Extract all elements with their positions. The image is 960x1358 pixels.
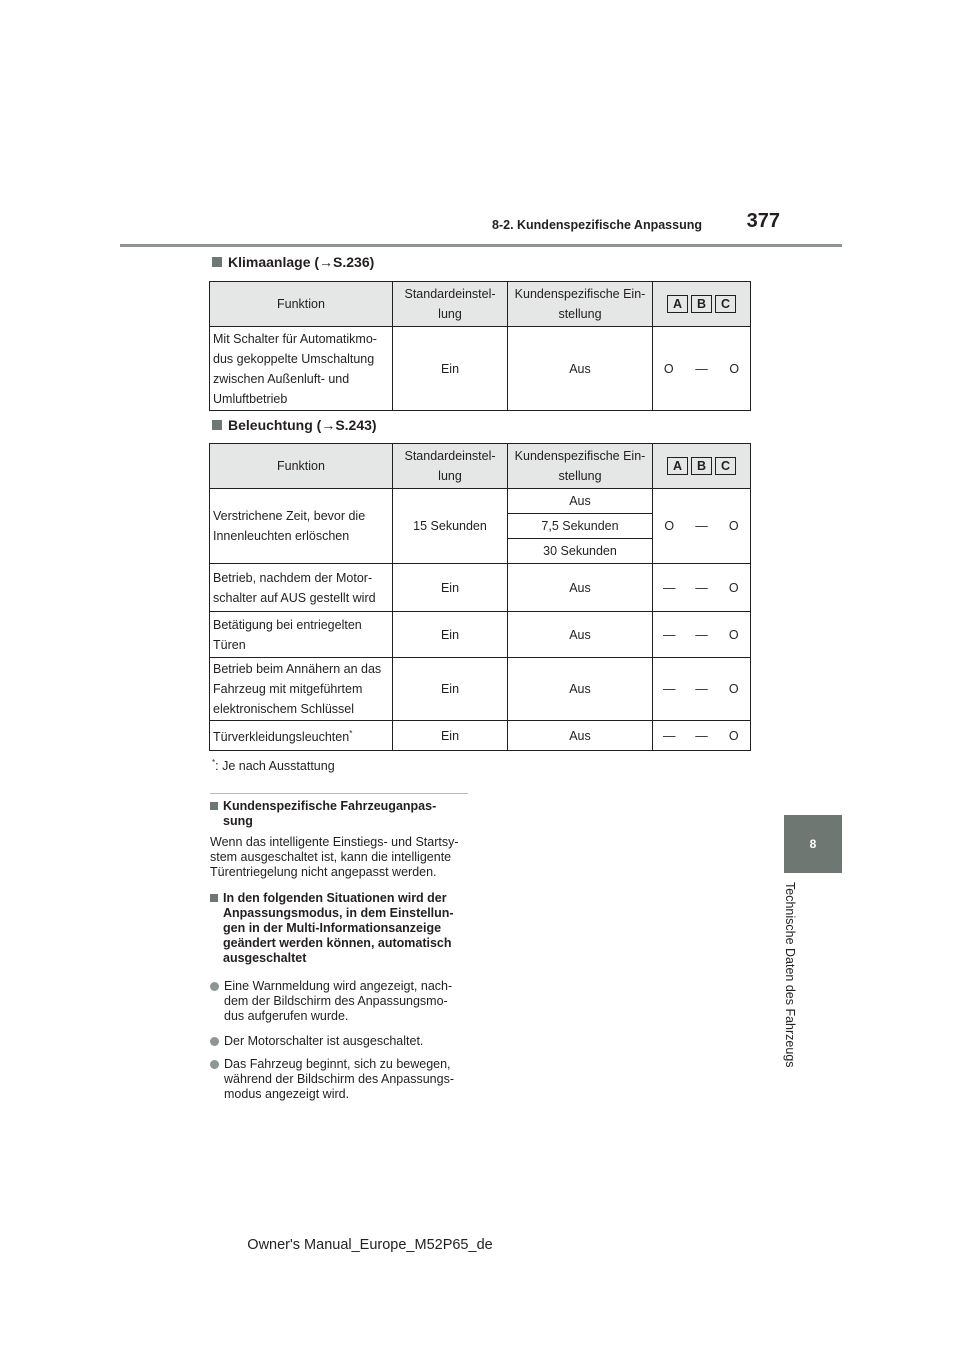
bullet-dot-icon [210, 1060, 219, 1069]
row-c: O [718, 564, 751, 612]
table-header-row [210, 282, 751, 327]
note-1 [210, 799, 470, 880]
footnote-mark: * [349, 728, 353, 738]
row-b: — [686, 612, 718, 658]
bullet-dot-icon [210, 982, 219, 991]
row-custom-option: Aus [508, 489, 653, 514]
row-b: — [686, 721, 718, 751]
col-funktion: Funktion [210, 282, 393, 327]
box-a: A [667, 457, 688, 475]
square-bullet-icon [212, 257, 222, 267]
footer-text: Owner's Manual_Europe_M52P65_de [247, 1237, 493, 1253]
row-standard: Ein [393, 658, 508, 721]
table-row [210, 489, 751, 514]
row-function: Betrieb beim Annähern an das Fahrzeug mit mitgeführtem elektronischem Schlüssel [210, 658, 393, 721]
notes-divider [210, 793, 468, 794]
note-1-body: Wenn das intelligente Einstiegs- und Startsy- stem ausgeschaltet ist, kann die intelligente Türentriegelung nicht angepasst werden. [210, 835, 459, 879]
row-a: — [653, 721, 686, 751]
row-custom: Aus [508, 721, 653, 751]
row-a: O [653, 489, 686, 564]
section-header: 8-2. Kundenspezifische Anpassung [492, 218, 702, 232]
box-a: A [667, 295, 688, 313]
chapter-tab [784, 815, 842, 873]
row-standard: Ein [393, 612, 508, 658]
col-custom: Kundenspezifische Ein- stellung [508, 444, 653, 489]
klimaanlage-table [209, 281, 751, 411]
row-b: — [686, 489, 718, 564]
col-standard: Standardeinstel- lung [393, 282, 508, 327]
row-function: Türverkleidungsleuchten* [210, 721, 393, 751]
row-standard: 15 Sekunden [393, 489, 508, 564]
square-bullet-icon [212, 420, 222, 430]
row-standard: Ein [393, 721, 508, 751]
page-number: 377 [746, 210, 780, 232]
col-funktion: Funktion [210, 444, 393, 489]
col-abc [653, 444, 751, 489]
row-function: Verstrichene Zeit, bevor die Innenleuchten erlöschen [210, 489, 393, 564]
note-2 [210, 891, 470, 966]
table-row [210, 564, 751, 612]
square-bullet-icon [210, 894, 218, 902]
box-c: C [715, 457, 736, 475]
box-b: B [691, 295, 712, 313]
row-a: — [653, 612, 686, 658]
row-c: O [718, 612, 751, 658]
col-custom: Kundenspezifische Ein- stellung [508, 282, 653, 327]
col-standard: Standardeinstel- lung [393, 444, 508, 489]
table-row [210, 721, 751, 751]
footnote: *: Je nach Ausstattung [212, 758, 335, 774]
bullet-item: Der Motorschalter ist ausgeschaltet. [210, 1034, 470, 1049]
row-b: — [686, 658, 718, 721]
row-standard: Ein [393, 564, 508, 612]
row-a: — [653, 658, 686, 721]
beleuchtung-table [209, 443, 751, 751]
header-divider [120, 244, 842, 247]
chapter-title [783, 882, 805, 1092]
row-c: O [718, 658, 751, 721]
row-custom-option: 7,5 Sekunden [508, 514, 653, 539]
row-a: — [653, 564, 686, 612]
row-standard: Ein [393, 327, 508, 411]
row-b: — [686, 564, 718, 612]
table-row [210, 327, 751, 411]
section-klimaanlage-title: Klimaanlage (→S.236) [212, 254, 374, 270]
row-function: Betätigung bei entriegelten Türen [210, 612, 393, 658]
row-custom-option: 30 Sekunden [508, 539, 653, 564]
note-2-heading: In den folgenden Situationen wird der Anpassungsmodus, in dem Einstellun- gen in der Multi-Informationsanzeige geändert werden können, automatisch ausgeschaltet [210, 891, 470, 966]
box-c: C [715, 295, 736, 313]
bullet-item: Eine Warnmeldung wird angezeigt, nach- dem der Bildschirm des Anpassungsmo- dus aufgerufen wurde. [210, 979, 470, 1024]
row-abc: O — O [653, 327, 751, 411]
row-custom: Aus [508, 612, 653, 658]
bullet-dot-icon [210, 1037, 219, 1046]
note-1-heading: Kundenspezifische Fahrzeuganpas- sung [210, 799, 470, 829]
row-c: O [718, 721, 751, 751]
bullet-item: Das Fahrzeug beginnt, sich zu bewegen, während der Bildschirm des Anpassungs- modus angezeigt wird. [210, 1057, 470, 1102]
box-b: B [691, 457, 712, 475]
row-custom: Aus [508, 658, 653, 721]
row-function: Betrieb, nachdem der Motor- schalter auf AUS gestellt wird [210, 564, 393, 612]
col-abc [653, 282, 751, 327]
section-beleuchtung-title: Beleuchtung (→S.243) [212, 417, 377, 433]
chapter-number: 8 [809, 837, 817, 851]
row-custom: Aus [508, 327, 653, 411]
chapter-title-text: Technische Daten des Fahrzeugs [783, 882, 797, 1068]
table-row [210, 658, 751, 721]
square-bullet-icon [210, 802, 218, 810]
table-header-row [210, 444, 751, 489]
table-row [210, 612, 751, 658]
row-c: O [718, 489, 751, 564]
row-function: Mit Schalter für Automatikmo- dus gekoppelte Umschaltung zwischen Außenluft- und Umluftbetrieb [210, 327, 393, 411]
row-custom: Aus [508, 564, 653, 612]
